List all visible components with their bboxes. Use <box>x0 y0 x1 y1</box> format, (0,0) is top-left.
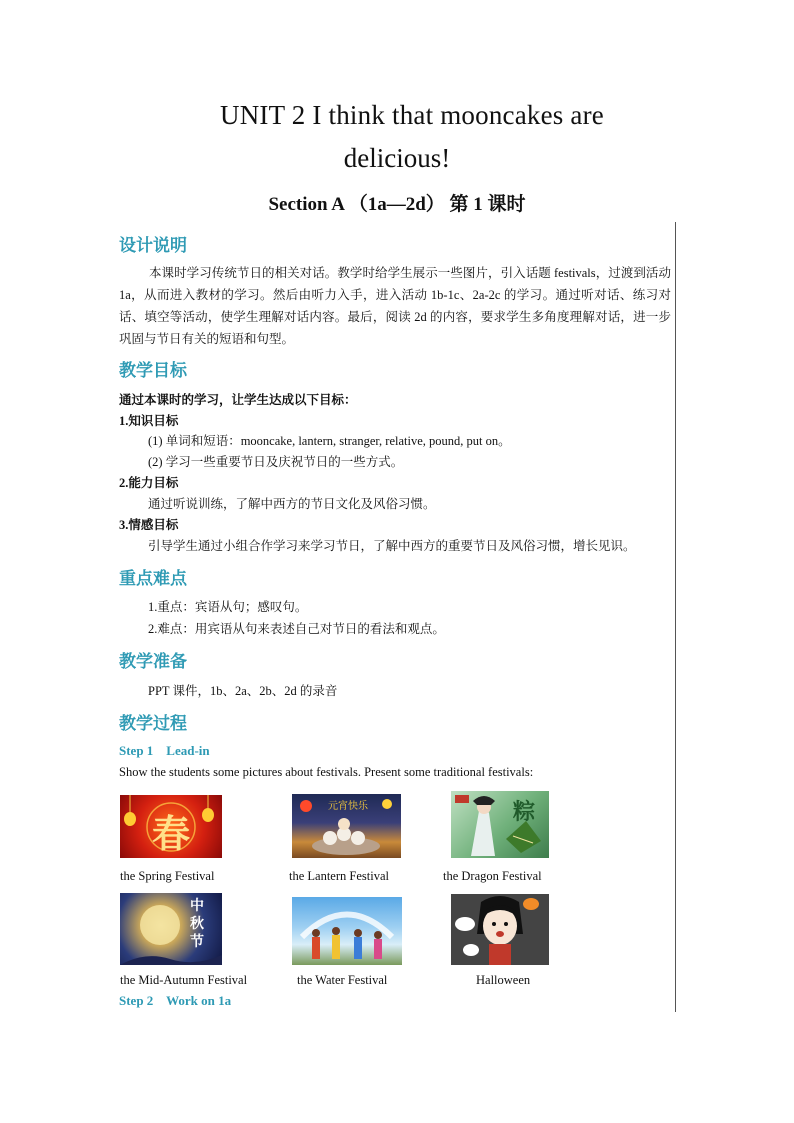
ability-goal-title: 2.能力目标 <box>119 476 179 490</box>
ability-goal-item: 通过听说训练，了解中西方的节日文化及风俗习惯。 <box>148 497 436 511</box>
emotion-goal-item: 引导学生通过小组合作学习来学习节日，了解中西方的重要节日及风俗习惯，增长见识。 <box>148 539 636 553</box>
lantern-festival-caption: the Lantern Festival <box>289 869 389 883</box>
design-paragraph: 本课时学习传统节日的相关对话。教学时给学生展示一些图片，引入话题 festivals，过渡到活动 1a，从而进入教材的学习。然后由听力入手，进入活动 1b-1c、2a-2c 的学习。通过听对话、练习对话、填空等活动，使学生理解对话内容。最后，阅读 2d 的内容，要求学生多角度理解对话，进一步巩固与节日有关的短语和句型。 <box>119 266 671 346</box>
lantern-festival-image <box>292 794 401 858</box>
mid-autumn-characters: 中秋节 <box>190 898 204 950</box>
spring-festival-caption: the Spring Festival <box>120 869 215 883</box>
margin-rule <box>675 222 676 1012</box>
process-heading: 教学过程 <box>119 714 187 734</box>
spring-character: 春 <box>151 811 190 856</box>
unit-title: UNIT 2 I think that mooncakes are <box>220 100 604 130</box>
dragon-festival-image <box>451 791 549 858</box>
step2-heading: Step 2 Work on 1a <box>119 993 232 1008</box>
knowledge-goal-item: (2) 学习一些重要节日及庆祝节日的一些方式。 <box>148 455 404 469</box>
lantern-banner-text: 元宵快乐 <box>328 801 368 812</box>
water-festival-caption: the Water Festival <box>297 973 388 987</box>
prep-heading: 教学准备 <box>119 652 187 672</box>
step1-heading: Step 1 Lead-in <box>119 743 210 758</box>
halloween-caption: Halloween <box>476 973 531 987</box>
goals-heading: 教学目标 <box>119 361 187 381</box>
difficult-point-item: 2.难点：用宾语从句来表述自己对节日的看法和观点。 <box>148 622 445 636</box>
emotion-goal-title: 3.情感目标 <box>119 518 179 532</box>
halloween-image <box>451 894 549 965</box>
dragon-character: 粽 <box>513 800 536 825</box>
design-heading: 设计说明 <box>119 236 187 256</box>
goals-intro: 通过本课时的学习，让学生达成以下目标： <box>119 393 357 407</box>
dragon-festival-caption: the Dragon Festival <box>443 869 542 883</box>
key-points-heading: 重点难点 <box>119 569 187 589</box>
water-festival-image <box>292 897 402 965</box>
spring-festival-image <box>120 795 222 858</box>
step1-text: Show the students some pictures about festivals. Present some traditional festivals: <box>119 765 534 779</box>
mid-autumn-festival-caption: the Mid-Autumn Festival <box>120 973 248 987</box>
key-point-item: 1.重点：宾语从句；感叹句。 <box>148 600 308 614</box>
unit-title-continued: delicious! <box>343 143 451 173</box>
knowledge-goal-title: 1.知识目标 <box>119 414 179 428</box>
knowledge-goal-item: (1) 单词和短语：mooncake, lantern, stranger, relative, pound, put on。 <box>148 434 511 448</box>
prep-text: PPT 课件，1b、2a、2b、2d 的录音 <box>148 684 338 698</box>
section-subtitle: Section A （1a—2d） 第 1 课时 <box>268 194 526 215</box>
mid-autumn-festival-image <box>120 893 222 965</box>
